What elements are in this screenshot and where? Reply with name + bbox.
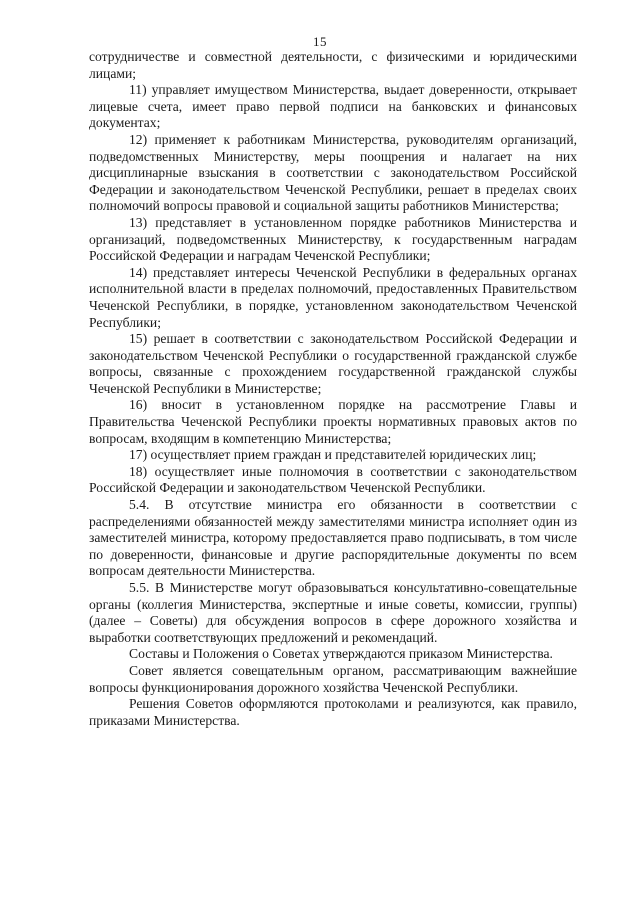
paragraph-item-13: 13) представляет в установленном порядке работников Министерства и организаций, подведомственных Министерству, к государственным наградам Российской Федерации и наградам Чеченской Республики; bbox=[89, 214, 577, 264]
paragraph-item-15: 15) решает в соответствии с законодательством Российской Федерации и законодательством Чеченской Республики о государственной гражданской службе вопросы, связанные с прохождением государственной гражданской службы Чеченской Республики в Министерстве; bbox=[89, 331, 577, 396]
document-body bbox=[89, 49, 577, 729]
paragraph-section-5-5: 5.5. В Министерстве могут образовываться консультативно-совещательные органы (коллегия Министерства, экспертные и иные советы, комиссии, группы) (далее – Советы) для обсуждения вопросов в сфере дорожного хозяйства и выработки соответствующих предложений и рекомендаций. bbox=[89, 580, 577, 645]
paragraph-councils-composition: Составы и Положения о Советах утверждаются приказом Министерства. bbox=[129, 646, 553, 662]
paragraph-council-role: Совет является совещательным органом, рассматривающим важнейшие вопросы функционирования дорожного хозяйства Чеченской Республики. bbox=[89, 662, 577, 695]
paragraph-item-16: 16) вносит в установленном порядке на рассмотрение Главы и Правительства Чеченской Республики проекты нормативных правовых актов по вопросам, входящим в компетенцию Министерства; bbox=[89, 397, 577, 446]
paragraph-item-11: 11) управляет имуществом Министерства, выдает доверенности, открывает лицевые счета, имеет право первой подписи на банковских и финансовых документах; bbox=[89, 82, 577, 131]
paragraph-item-17: 17) осуществляет прием граждан и представителей юридических лиц; bbox=[129, 447, 537, 463]
paragraph-item-18: 18) осуществляет иные полномочия в соответствии с законодательством Российской Федерации и законодательством Чеченской Республики. bbox=[89, 463, 577, 496]
paragraph-item-14: 14) представляет интересы Чеченской Республики в федеральных органах исполнительной власти в пределах полномочий, предоставленных Правительством Чеченской Республики, в порядке, установленном законодательством Чеченской Республики; bbox=[89, 264, 577, 330]
paragraph-continuation: сотрудничестве и совместной деятельности, с физическими и юридическими лицами; bbox=[89, 49, 577, 81]
page-number: 15 bbox=[313, 34, 327, 49]
paragraph-section-5-4: 5.4. В отсутствие министра его обязанности в соответствии с распределениями обязанностей между заместителями министра исполняет один из заместителей министра, которому предоставляется право подписывать, в том числе по доверенности, финансовые и другие распорядительные документы по всем вопросам деятельности Министерства. bbox=[89, 497, 577, 579]
paragraph-council-decisions: Решения Советов оформляются протоколами и реализуются, как правило, приказами Министерства. bbox=[89, 696, 577, 728]
paragraph-item-12: 12) применяет к работникам Министерства, руководителям организаций, подведомственных Министерству, меры поощрения и налагает на них дисциплинарные взыскания в соответствии с законодательством Российской Федерации и законодательством Чеченской Республики, решает в пределах своих полномочий вопросы правовой и социальной защиты работников Министерства; bbox=[89, 131, 577, 214]
